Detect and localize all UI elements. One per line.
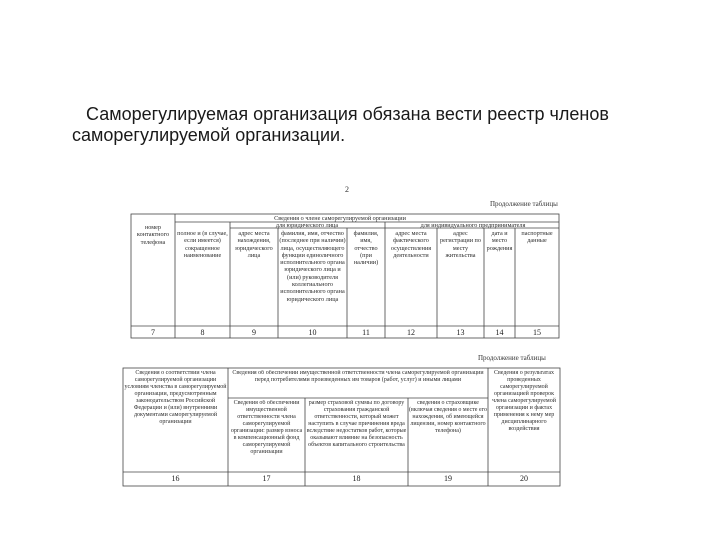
- table2-col-17-text: Сведения об обеспечении имущественной ответственности члена саморегулируемой организации: размер взноса в компенсационный фонд саморегулируемой организации: [230, 400, 303, 455]
- table1-col-7-text: номер контактного телефона: [136, 224, 170, 246]
- table1-subheader-legal-entity: для юридического лица: [275, 222, 339, 229]
- table1-col-12-text: адрес места фактического осуществления деятельности: [390, 230, 432, 259]
- table1-col-8-text: полное и (в случае, если имеется) сокращенное наименование: [177, 230, 228, 259]
- table1-col-10-text: фамилия, имя, отчество (последнее при наличии) лица, осуществляющего функции единоличного исполнительного органа юридического лица и (или) руководителя коллегиального исполнительного органа юридического лица: [279, 230, 346, 303]
- table2-group-header: Сведения об обеспечении имущественной ответственности члена саморегулируемой организации перед потребителями произведенных им товаров (работ, услуг) и иными лицами: [232, 370, 484, 383]
- table1-col-number: 11: [362, 328, 370, 337]
- page-number: 2: [345, 185, 349, 194]
- table1-group-header: Сведения о члене саморегулируемой организации: [274, 215, 406, 222]
- heading-line-2: саморегулируемой организации.: [72, 125, 346, 145]
- table1-col-11-text: фамилия, имя, отчество (при наличии): [353, 230, 379, 267]
- table2-col-number: 18: [352, 474, 361, 483]
- table1-subheader-entrepreneur: для индивидуального предпринимателя: [420, 222, 526, 229]
- table1-col-number: 13: [456, 328, 465, 337]
- table1-col-14-text: дата и место рождения: [486, 230, 513, 252]
- table2-col-number: 16: [171, 474, 180, 483]
- table1-caption: Продолжение таблицы: [490, 200, 558, 208]
- table1-col-number: 8: [200, 328, 205, 337]
- table1-col-9-text: адрес места нахождения, юридического лица: [235, 230, 273, 259]
- table2-caption: Продолжение таблицы: [478, 354, 546, 362]
- table1-col-number: 12: [407, 328, 415, 337]
- table1-col-number: 7: [151, 328, 155, 337]
- table2-col-number: 20: [520, 474, 528, 483]
- table2-col-20-text: Сведения о результатах проведенных саморегулируемой организацией проверок члена саморегулируемой организации и фактах применения к нему мер дисциплинарного воздействия: [492, 370, 556, 432]
- table2-col-number: 17: [262, 474, 271, 483]
- table1-col-number: 14: [495, 328, 504, 337]
- table1-col-number: 15: [533, 328, 541, 337]
- table1-col-13-text: адрес регистрации по месту жительства: [440, 230, 481, 259]
- table1-col-number: 9: [252, 328, 256, 337]
- table1-col-15-text: паспортные данные: [521, 230, 553, 245]
- table2-col-number: 19: [444, 474, 452, 483]
- table1-col-number: 10: [308, 328, 317, 337]
- heading-line-1: Саморегулируемая организация обязана вести реестр членов: [86, 104, 609, 124]
- table2-col-18-text: размер страховой суммы по договору страхования гражданской ответственности, который может наступить в случае причинения вреда вследствие недостатков работ, которые оказывают влияние на безопасность объектов капитального строительства: [306, 400, 407, 448]
- table2-col-19-text: сведения о страховщике (включая сведения о месте его нахождения, об имеющейся лицензии, номер контактного телефона): [409, 400, 487, 434]
- table2-col-16-text: Сведения о соответствии члена саморегулируемой организации условиям членства в саморегулируемой организации, предусмотренным законодательством Российской Федерации и (или) внутренними документами саморегулируемой организации: [124, 370, 227, 425]
